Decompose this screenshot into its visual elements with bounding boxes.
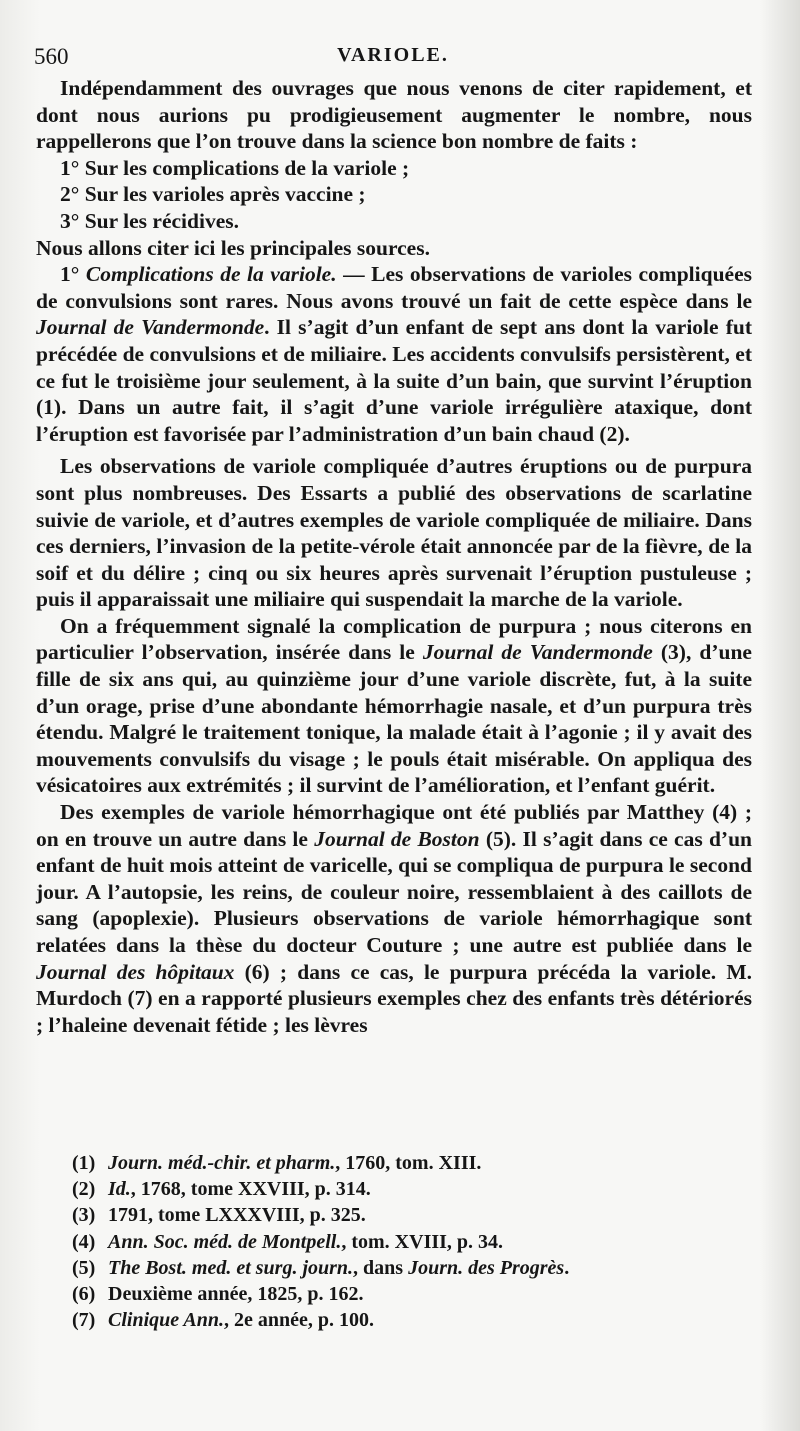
footnote [72, 1281, 732, 1307]
footnote-number: (5) [72, 1256, 96, 1279]
section-title: Complications de la variole. [85, 262, 337, 287]
footnote-italic: Clinique Ann. [108, 1309, 224, 1332]
text-run: (3), d’une fille de six ans qui, au quinzième jour d’une variole discrète, fut, à la suite d’un orage, prise d’une abondante hémorrhagie nasale, et d’un purpura très étendu. Malgré le traitement tonique, la malade était à l’agonie ; il y avait des mouvements convulsifs du visage ; le pouls était misérable. On appliqua des vésicatoires aux extrémités ; il survint de l’amélioration, et l’enfant guérit. [36, 640, 752, 798]
footnotes [72, 1150, 732, 1333]
page-number: 560 [34, 44, 69, 69]
footnote-text: , tom. XVIII, p. 34. [341, 1230, 504, 1253]
list-item: 1° Sur les complications de la variole ; [60, 155, 410, 180]
footnote-italic: Journ. des Progrès [408, 1256, 565, 1279]
text-run: Des exemples de variole hémorrhagique ont été publiés par Matthey (4) ; on en trouve un autre dans le [36, 800, 752, 851]
list-item: 3° Sur les récidives. [60, 208, 239, 233]
footnote-italic: Id. [108, 1178, 131, 1201]
text-run: (6) ; dans ce cas, le purpura précéda la variole. M. Murdoch (7) en a rapporté plusieurs exemples chez des enfants très détériorés ; l’haleine devenait fétide ; les lèvres [36, 959, 752, 1037]
journal-title: Journal de Vandermonde [422, 640, 653, 665]
footnote [72, 1229, 732, 1255]
footnote-number: (7) [72, 1309, 96, 1332]
paragraph-intro: Indépendamment des ouvrages que nous venons de citer rapidement, et dont nous aurions pu prodigieusement augmenter le nombre, nous rappellerons que l’on trouve dans la science bon nombre de faits : [36, 76, 752, 154]
footnote-text: 1791, tome LXXXVIII, p. 325. [108, 1204, 366, 1227]
paragraph-hemorrhagic [36, 799, 752, 1038]
journal-title: Journal des hôpitaux [36, 959, 235, 984]
footnote-text: Deuxième année, 1825, p. 162. [108, 1283, 364, 1306]
footnote [72, 1255, 732, 1281]
paragraph-complications [36, 261, 752, 447]
text-run: . Il s’agit d’un enfant de sept ans dont la variole fut précédée de convulsions et de miliaire. Les accidents convulsifs persistèrent, et ce fut le troisième jour seulement, à la suite d’un bain, que survint l’éruption (1). Dans un autre fait, il s’agit d’une variole irrégulière ataxique, dont l’éruption est favorisée par l’administration d’un bain chaud (2). [36, 315, 752, 446]
text-run: — Les observations de varioles compliquées de convulsions sont rares. Nous avons trouvé un fait de cette espèce dans le [36, 262, 752, 313]
footnote-number: (1) [72, 1152, 96, 1174]
main-text [36, 75, 752, 1038]
footnote [72, 1202, 732, 1228]
paragraph-sources: Nous allons citer ici les principales sources. [36, 235, 430, 260]
footnote-number: (4) [72, 1230, 96, 1253]
footnote-number: (2) [72, 1178, 96, 1201]
footnote-text: , 2e année, p. 100. [223, 1309, 374, 1332]
paragraph-purpura [36, 613, 752, 799]
footnote [72, 1176, 732, 1202]
footnote-italic: Ann. Soc. méd. de Montpell. [108, 1230, 342, 1253]
footnote-italic: Journ. méd.-chir. et pharm. [108, 1152, 336, 1174]
list-item: 2° Sur les varioles après vaccine ; [60, 182, 366, 207]
footnote-text: , dans [353, 1256, 409, 1279]
text-run: On a fréquemment signalé la complication de purpura ; nous citerons en particulier l’observation, insérée dans le [36, 613, 752, 665]
paragraph-eruptions: Les observations de variole compliquée d’autres éruptions ou de purpura sont plus nombreuses. Des Essarts a publié des observations de scarlatine suivie de variole, et d’autres exemples de variole compliquée de miliaire. Dans ces derniers, l’invasion de la petite-vérole était annoncée par de la fièvre, de la soif et du délire ; cinq ou six heures après survenait l’éruption pustuleuse ; puis il apparaissait une miliaire qui suspendait la marche de la variole. [36, 454, 752, 612]
footnote-italic: The Bost. med. et surg. journ. [108, 1256, 354, 1279]
footnote-text: , 1760, tom. XIII. [335, 1152, 482, 1174]
page-header [34, 44, 752, 74]
footnote-text: , 1768, tome XXVIII, p. 314. [130, 1178, 371, 1201]
text-run: (5). Il s’agit dans ce cas d’un enfant de huit mois atteint de varicelle, qui se compliqua de purpura le second jour. A l’autopsie, les reins, de couleur noire, ressemblaient à des caillots de sang (apoplexie). Plusieurs observations de variole hémorrhagique sont relatées dans la thèse du docteur Couture ; une autre est publiée dans le [36, 826, 752, 957]
section-number: 1° [60, 262, 80, 287]
journal-title: Journal de Boston [314, 826, 480, 851]
running-title: VARIOLE. [337, 44, 449, 66]
footnote-number: (3) [72, 1204, 96, 1227]
footnote [72, 1307, 732, 1333]
footnote-text: . [564, 1256, 570, 1279]
footnote [72, 1150, 732, 1176]
footnote-number: (6) [72, 1283, 96, 1306]
journal-title: Journal de Vandermonde [36, 315, 265, 340]
